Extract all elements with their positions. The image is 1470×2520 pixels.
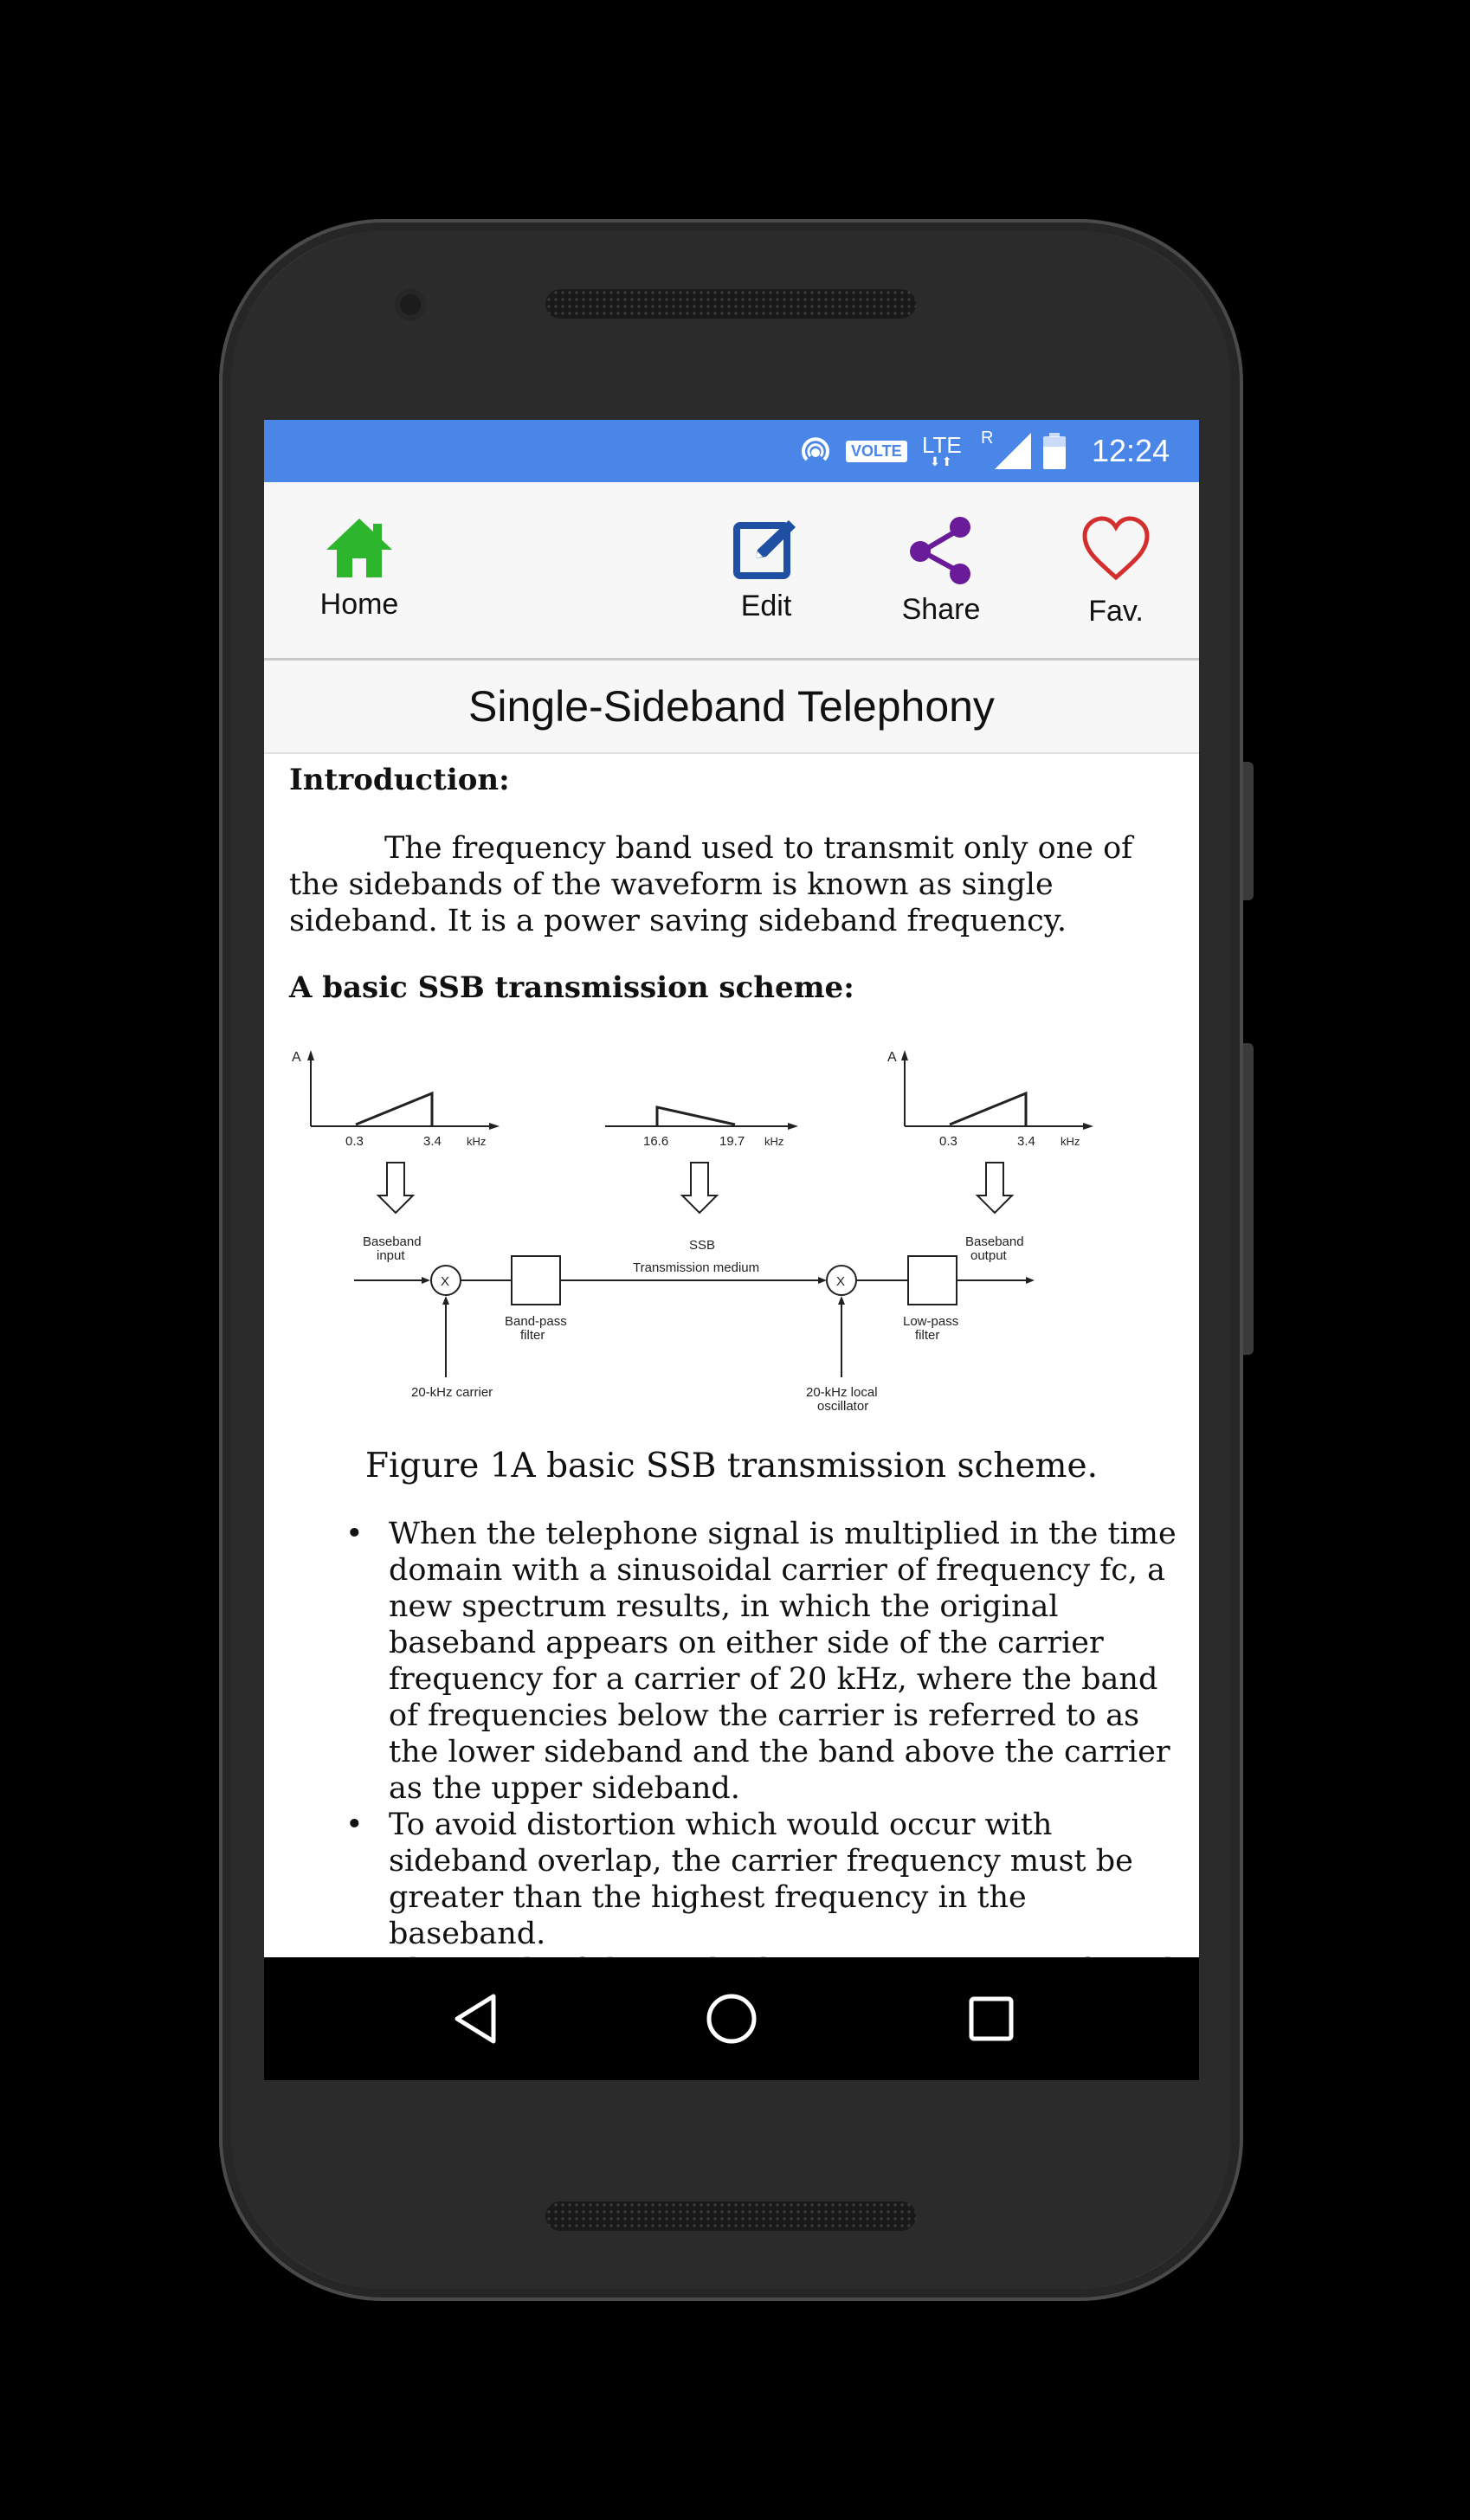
top-speaker — [545, 289, 916, 319]
bandpass-label-1: Band-pass — [505, 1314, 567, 1329]
mixer-2-symbol: X — [836, 1274, 846, 1289]
lowpass-label-2: filter — [915, 1328, 940, 1343]
share-button[interactable] — [880, 482, 1002, 658]
back-button[interactable] — [424, 1957, 528, 2080]
list-item: • To avoid distortion which would occur with sideband overlap, the carrier frequency must be greater than the highest frequency in the baseband. — [345, 1807, 1177, 1952]
local-osc-label-2: oscillator — [817, 1399, 869, 1414]
home-button[interactable] — [299, 482, 420, 658]
lte-icon: LTE ⬇⬆ — [922, 432, 962, 469]
home-icon — [325, 517, 394, 579]
power-button — [1243, 762, 1254, 900]
lowpass-filter-box — [908, 1256, 957, 1305]
home-nav-button[interactable] — [680, 1957, 783, 2080]
tick-right-1: 3.4 — [1017, 1134, 1035, 1149]
page-title-bar — [264, 661, 1199, 754]
intro-paragraph: The frequency band used to transmit only one of the sidebands of the waveform is known as single sideband. It is a power saving sideband frequency. — [289, 831, 1133, 938]
tick-mid-1: 19.7 — [719, 1134, 745, 1149]
recents-icon — [967, 1995, 1015, 2043]
article-content — [285, 754, 1178, 1951]
home-circle-icon — [704, 1991, 759, 2046]
input-spectrum — [292, 1050, 500, 1149]
list-item: • When the telephone signal is multiplied in the time domain with a sinusoidal carrier of frequency fc, a new spectrum results, in which the original baseband appears on either side of the carrier frequency for a carrier of 20 kHz, where the band of frequencies below the carrier is referred to as the lower sideband and the band above the carrier as the upper sideband. — [345, 1516, 1177, 1807]
heart-icon — [1081, 517, 1151, 583]
block-diagram — [354, 1234, 1035, 1414]
tick-right-0: 0.3 — [939, 1134, 957, 1149]
clock: 12:24 — [1092, 433, 1170, 468]
edit-icon — [732, 517, 801, 581]
favorite-button[interactable] — [1055, 482, 1177, 658]
scheme-heading: A basic SSB transmission scheme: — [289, 970, 854, 1005]
local-osc-label-1: 20-kHz local — [806, 1385, 878, 1400]
figure-caption: Figure 1A basic SSB transmission scheme. — [364, 1447, 1099, 1486]
edit-label: Edit — [740, 590, 792, 622]
volume-button — [1243, 1043, 1254, 1355]
down-arrows — [378, 1163, 1012, 1213]
bullet-list — [345, 1516, 1177, 1988]
recents-button[interactable] — [939, 1957, 1043, 2080]
tick-mid-0: 16.6 — [643, 1134, 669, 1149]
ssb-label: SSB — [689, 1238, 716, 1253]
tick-mid-2: kHz — [764, 1135, 784, 1148]
app-toolbar — [264, 482, 1199, 661]
baseband-output-label-2: output — [970, 1248, 1007, 1263]
battery-icon — [1041, 420, 1067, 482]
tick-left-2: kHz — [467, 1135, 487, 1148]
page-title: Single-Sideband Telephony — [468, 682, 995, 731]
axis-label-right: A — [887, 1050, 897, 1065]
hotspot-icon — [796, 420, 835, 482]
bandpass-filter-box — [512, 1256, 560, 1305]
fav-label: Fav. — [1088, 595, 1144, 628]
lowpass-label-1: Low-pass — [903, 1314, 959, 1329]
intro-heading: Introduction: — [289, 763, 510, 797]
home-label: Home — [319, 588, 399, 621]
medium-label: Transmission medium — [633, 1260, 760, 1275]
screen — [264, 420, 1199, 2080]
carrier-label: 20-kHz carrier — [411, 1385, 493, 1400]
status-bar — [264, 420, 1199, 482]
share-label: Share — [901, 593, 981, 626]
front-camera — [395, 289, 426, 320]
volte-icon: VOLTE — [846, 420, 907, 482]
bottom-speaker — [545, 2201, 916, 2231]
back-icon — [452, 1993, 500, 2045]
baseband-output-label-1: Baseband — [965, 1234, 1024, 1249]
baseband-input-label-1: Baseband — [363, 1234, 422, 1249]
tick-left-0: 0.3 — [345, 1134, 364, 1149]
roaming-indicator: R — [981, 429, 994, 448]
navigation-bar — [264, 1957, 1199, 2080]
edit-button[interactable] — [706, 482, 827, 658]
ssb-spectrum — [605, 1107, 798, 1149]
ssb-diagram — [285, 1040, 1178, 1421]
baseband-input-label-2: input — [377, 1248, 405, 1263]
mixer-1-symbol: X — [441, 1274, 450, 1289]
tick-right-2: kHz — [1061, 1135, 1080, 1148]
signal-icon — [993, 420, 1033, 482]
tick-left-1: 3.4 — [423, 1134, 442, 1149]
bandpass-label-2: filter — [520, 1328, 545, 1343]
axis-label-left: A — [292, 1050, 301, 1065]
share-icon — [906, 517, 976, 584]
output-spectrum — [887, 1050, 1093, 1149]
